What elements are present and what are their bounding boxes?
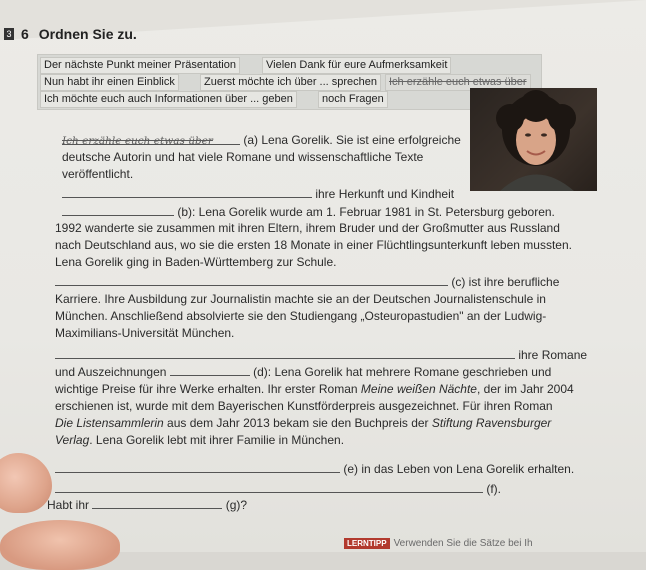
word-chip[interactable]: Zuerst möchte ich über ... sprechen [200,74,381,91]
text-d-2-end: , der im Jahr 2004 [476,382,574,396]
text-line [55,381,574,397]
text-line [55,460,574,477]
prize-name: Stiftung Ravensburger [431,416,552,430]
text-line: deutsche Autorin und hat viele Romane und wissenschaftliche Texte [62,150,424,164]
text-line: München. Anschließend absolvierte sie den Studiengang „Osteuropastudien" an der Ludwig- [55,309,547,323]
text-line [55,363,551,380]
text-d-4: aus dem Jahr 2013 bekam sie den Buchpreis der [167,416,429,430]
text-d-2: wichtige Preise für ihre Werke erhalten. Ihr erster Roman [55,382,358,396]
learning-tip [344,538,533,549]
answer-blank-a[interactable] [62,132,240,145]
tip-text: Verwenden Sie die Sätze bei Ih [393,538,533,549]
answer-blank-g[interactable] [92,496,222,509]
answer-blank-d1[interactable] [55,346,515,359]
answer-blank-f[interactable] [55,480,483,493]
text-g: (g)? [225,498,248,512]
text-c: (c) ist ihre berufliche [451,275,560,289]
prize-name-end: Verlag [55,433,90,447]
text-e: (e) in das Leben von Lena Gorelik erhalten. [343,462,575,476]
text-d-pre: und Auszeichnungen [55,365,167,379]
text-a: (a) Lena Gorelik. Sie ist eine erfolgreiche [243,133,461,147]
novel-title: Meine weißen Nächte [360,382,477,396]
answer-blank-d2[interactable] [170,363,250,376]
novel-title-2: Die Listensammlerin [55,416,164,430]
word-chip-used[interactable]: Ich erzähle euch etwas über [385,74,531,91]
answer-blank-b2[interactable] [62,203,174,216]
answer-blank-e[interactable] [55,460,340,473]
text-line: Maximilians-Universität München. [55,326,235,340]
word-chip[interactable]: Ich möchte euch auch Informationen über ... geben [40,91,297,108]
text-line [47,496,247,513]
text-line [55,480,501,497]
word-chip[interactable]: Nun habt ihr einen Einblick [40,74,179,91]
exercise-instruction: Ordnen Sie zu. [38,26,137,42]
exercise-number: 6 [21,26,29,42]
handwritten-answer: Ich erzähle euch etwas über [62,135,213,147]
text-line: 1992 wanderte sie zusammen mit ihren Eltern, ihrem Bruder und der Großmutter aus Russland [55,221,560,235]
exercise-badge: 3 [4,28,14,40]
answer-blank-b1[interactable] [62,185,312,198]
text-line [55,432,344,448]
text-line: Lena Gorelik ging in Baden-Württemberg zur Schule. [55,255,337,269]
finger-overlay [0,520,120,570]
text-line [55,273,559,290]
word-chip[interactable]: noch Fragen [318,91,388,108]
text-b: (b): Lena Gorelik wurde am 1. Februar 1981 in St. Petersburg geboren. [177,205,555,219]
exercise-title [21,26,147,42]
text-f: (f). [486,482,502,496]
author-photo [470,88,597,191]
text-line [62,185,454,202]
text-d-intro: ihre Romane [518,348,588,362]
text-d: (d): Lena Gorelik hat mehrere Romane geschrieben und [253,365,552,379]
text-line: nach Deutschland aus, wo sie die ersten 18 Monate in einer Flüchtlingsunterkunft leben mussten. [55,238,572,252]
answer-blank-c[interactable] [55,273,448,286]
word-chip[interactable]: Der nächste Punkt meiner Präsentation [40,57,240,74]
tip-badge: LERNTIPP [344,538,390,549]
text-line [62,203,555,220]
thumb-overlay [0,453,52,513]
word-chip[interactable]: Vielen Dank für eure Aufmerksamkeit [262,57,451,74]
text-b-intro: ihre Herkunft und Kindheit [315,187,455,201]
text-d-5: . Lena Gorelik lebt mit ihrer Familie in München. [89,433,345,447]
text-g-pre: Habt ihr [47,498,90,512]
text-line: veröffentlicht. [62,167,134,181]
text-line: Karriere. Ihre Ausbildung zur Journalistin machte sie an der Deutschen Journalistenschule in [55,292,546,306]
text-line: erschienen ist, wurde mit dem Bayerischen Kunstförderpreis ausgezeichnet. Für ihren Roman [55,399,553,413]
text-line [55,346,587,363]
text-line [55,415,551,431]
text-line [62,132,461,148]
